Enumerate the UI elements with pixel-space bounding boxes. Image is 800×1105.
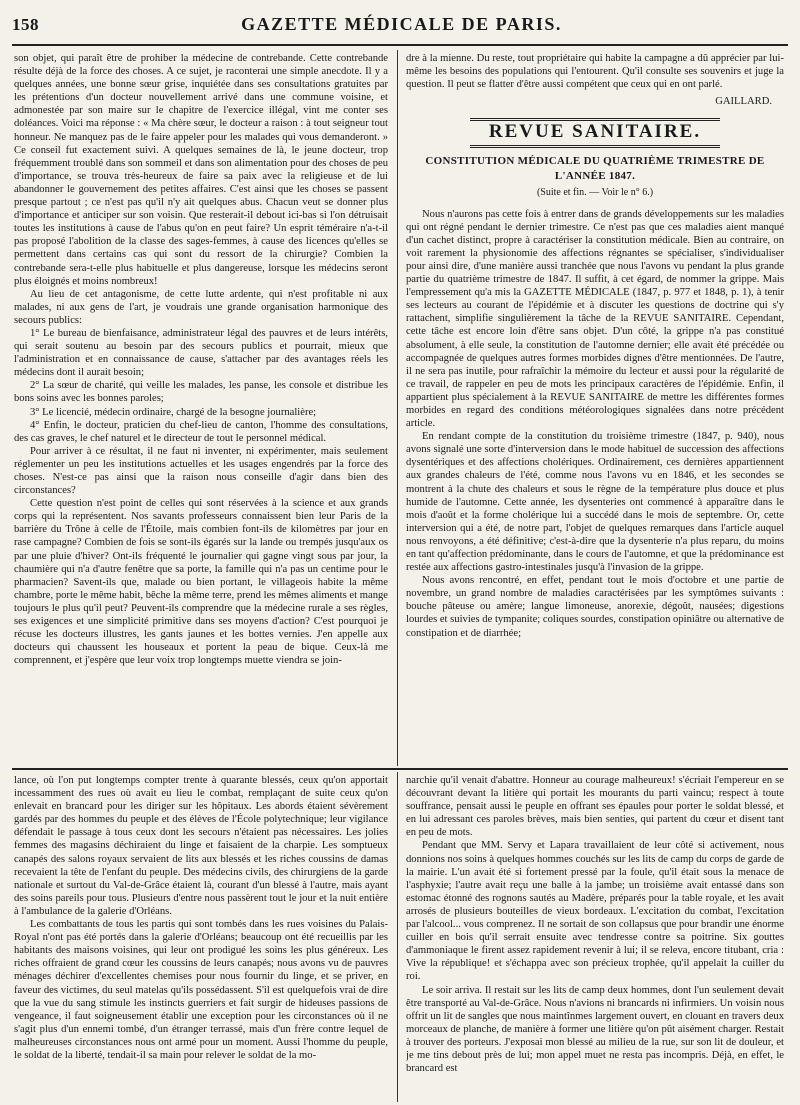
list-item: 2° La sœur de charité, qui veille les malades, les panse, les console et distribue les bons soins avec les bonnes paroles; — [14, 380, 388, 405]
paragraph: Les combattants de tous les partis qui sont tombés dans les rues voisines du Palais-Royal n'ont pas été portés dans la galerie d'Orléans; beaucoup ont été recueillis par les habitants des maisons voisines, qui leur ont prodigué les soins les plus généreux. Les riches offraient de grand cœur les coussins de leurs canapés; nous avons vu de pauvres ménages déchirer d'excellentes chemises pour nous fournir du linge, et se priver, en faveur des victimes, du seul matelas qu'ils possédassent. S'il est quelquefois vrai de dire que la vue du sang stimule les instincts guerriers et fait surgir de hideuses passions de vengeance, il faut soigneusement établir une exception pour les circonstances où il ne s'agit plus d'un ennemi tombé, d'un étranger terrassé, mais d'un frère contre lequel de malheureuses circonstances nous ont armé pour un moment. Aussi l'homme du peuple, le soldat de la liberté, tendait-il sa main pour relever le soldat de la mo- — [14, 919, 388, 1061]
paragraph: Pour arriver à ce résultat, il ne faut ni inventer, ni expérimenter, mais seulement réglementer un peu les institutions actuelles et les usages engendrés par la force des choses. N'est-ce pas ainsi que la raison nous conseille d'agir dans bien des circonstances? — [14, 445, 388, 497]
journal-title: GAZETTE MÉDICALE DE PARIS. — [241, 14, 562, 34]
list-item: 1° Le bureau de bienfaisance, administrateur légal des pauvres et de leurs intérêts, qui serait soutenu au besoin par des secours publics et pourrait, mieux que l'administration et en connaissance de cause, s'attacher par des avantages réels les médecins dont il aurait besoin; — [14, 327, 388, 379]
section-title: REVUE SANITAIRE. — [488, 121, 702, 143]
page-header — [12, 14, 788, 40]
paragraph: Au lieu de cet antagonisme, de cette lutte ardente, qui n'est profitable ni aux malades, ni aux gens de l'art, je voudrais une grande organisation harmonique des secours publics: — [14, 288, 388, 326]
list-item: 4° Enfin, le docteur, praticien du chef-lieu de canton, l'homme des consultations, des cas graves, le chef naturel et le directeur de tout le personnel médical. — [14, 419, 388, 444]
column-divider-top — [397, 50, 398, 766]
paragraph: son objet, qui paraît être de prohiber la médecine de contrebande. Cette contrebande résulte déjà de la force des choses. A ce sujet, je raconterai une simple anecdote. Il y a quelques années, une bonne sœur grise, inquiétée dans ses consultations gratuites par les prétentions d'un docteur nouvellement arrivé dans une commune voisine, et admonestée par son maire sur le chapitre de l'exercice illégal, vint me conter ses doléances. Voici ma réponse : « Ma chère sœur, le docteur a raison : à tout seigneur tout honneur. Ne manquez pas de le faire appeler pour les malades qui vous demanderont. » Ce conseil fut exactement suivi. A quelques semaines de là, le jeune docteur, trop fréquemment troublé dans son sommeil et dans son alimentation pour des choses de peu d'importance, se trouva très-heureux de faire sa paix avec la religieuse et de lui abandonner le gouvernement des petites affaires. C'est ainsi que les choses se passent presque partout ; ce n'est pas qu'il n'y ait quelques abus. Chacun veut se donner plus d'importance et anticiper sur son voisin. Que resterait-il debout ici-bas si l'on détruisait toutes les institutions à cause de l'abus qu'on en peut faire? Un esprit téméraire n'a-t-il pas proposé l'abolition de la classe des sages-femmes, à cause des licences qu'elles se permettent dans certains cas qui sont du ressort de la chirurgie? Combien la contrebande sera-t-elle plus habituelle et plus dangereuse, lorsque les médecins seront plus éloignés et moins nombreux! — [14, 53, 388, 287]
paragraph: narchie qu'il venait d'abattre. Honneur au courage malheureux! s'écriait l'empereur en se découvrant devant la litière qui portait les mourants du parti vaincu; respect à toute souffrance, pensait aussi le peuple en offrant ses épaules pour porter le soldat blessé, et en lui adressant ces paroles brèves, mais bien senties, qui partent du cœur et disent tant en peu de mots. — [406, 775, 784, 839]
page-number: 158 — [12, 15, 39, 34]
column-bottom-left — [14, 774, 388, 1100]
column-top-right — [406, 52, 784, 764]
paragraph: Cette question n'est point de celles qui sont réservées à la science et aux grands corps qui la représentent. Nos savants professeurs connaissent bien leur Paris de la barrière du Trône à celle de l'Étoile, mais combien font-ils de kilomètres par jour en rase campagne? Combien de fois se sont-ils égarés sur la lande ou trempés jusqu'aux os par une pluie d'hiver? Ont-ils fréquenté le journalier qui gagne vingt sous par jour, la chaumière qui n'a d'autre fenêtre que sa porte, la famille qui n'a pas un centime pour le pharmacien? Savent-ils que, malade ou bien portant, le villageois habite la même chambre, porte le même habit, bêche la même terre, prend les mêmes aliments et mange toujours le plus qu'il peut? Peuvent-ils comprendre que la médecine rurale a ses règles, ses exigences et une simplicité primitive dans ses moyens d'action? C'est pourquoi je récuse les docteurs illustres, les gants jaunes et les bottes vernies. J'en appelle aux docteurs qui chaussent les houseaux et portent la peau de bique. Ceux-là me comprennent, et j'espère que leur voix trop longtemps muette viendra se join- — [14, 498, 388, 667]
paragraph: dre à la mienne. Du reste, tout propriétaire qui habite la campagne a dû apprécier par lui-même les besoins des populations qui l'entourent. Qu'il consulte ses souvenirs et juge la question. Il peut se flatter d'être aussi compétent que ceux qui en ont parlé. — [406, 53, 784, 91]
list-item: 3° Le licencié, médecin ordinaire, chargé de la besogne journalière; — [30, 406, 317, 418]
paragraph: Nous avons rencontré, en effet, pendant tout le mois d'octobre et une partie de novembre, un grand nombre de maladies caractérisées par les symptômes suivants : bouche pâteuse ou amère; langue limoneuse, anorexie, dégoût, nausées; digestions lourdes et suivies de tympanite; coliques sourdes, constipation opiniâtre ou alternative de constipation et de diarrhée; — [406, 575, 784, 639]
section-title-box — [470, 118, 720, 148]
column-top-left — [14, 52, 388, 764]
feuilleton-rule — [12, 768, 788, 770]
header-rule — [12, 44, 788, 46]
paragraph: Le soir arriva. Il restait sur les lits de camp deux hommes, dont l'un seulement devait être transporté au Val-de-Grâce. Nous n'avions ni brancards ni infirmiers. Un voisin nous offrit un lit de sangles que nous maintînmes largement ouvert, en clouant en travers deux morceaux de planche, de manière à former une litière qu'on pût aisément charger. Restait à trouver des porteurs. J'exposai mon blessé au milieu de la rue, sur son lit de douleur, et je me tins debout près de lui; mon appel muet ne resta pas incompris. Déjà, en effet, le brancard est — [406, 984, 784, 1075]
column-bottom-right — [406, 774, 784, 1100]
section-subtitle: CONSTITUTION MÉDICALE DU QUATRIÈME TRIMESTRE DE L'ANNÉE 1847. — [425, 155, 765, 183]
paragraph: lance, où l'on put longtemps compter trente à quarante blessés, ceux qu'on apportait incessamment des rues où avait eu lieu le combat, remplaçant de suite ceux qu'on enlevait en brancard pour les diriger sur les hôpitaux. Les abords étaient sévèrement gardés par des hommes du peuple et des élèves de l'École polytechnique; leur vigilance défendait le passage à tous ceux dont les secours n'étaient pas nécessaires. Les jolies femmes des magasins déchiraient du linge et faisaient de la charpie. Les somptueux canapés des salons royaux servaient de lits aux blessés et les riches coussins de damas recevaient la tête de l'enfant du peuple. Des médecins civils, des chirurgiens de la garde nationale et surtout du Val-de-Grâce étaient là, courant d'un blessé à l'autre, mais ayant des soins pareils pour tous. Plusieurs d'entre nous passèrent tout le jour et la nuit entière à l'ambulance de la galerie d'Orléans. — [14, 775, 388, 917]
paragraph: En rendant compte de la constitution du troisième trimestre (1847, p. 940), nous avons signalé une sorte d'interversion dans le mode habituel de succession des affections dysentériques et des affections cholériques. Ordinairement, ces dernières appartiennent aux grandes chaleurs de l'été, comme nous l'avons vu en 1846, et les secondes se montrent à la chute des chaleurs et sous le règne de la température plus douce et plus humide de l'automne. Cette année, les dysenteries ont commencé à apparaître dans le mois d'août et la forme cholérique lui a succédé dans le mois de septembre. Or, cette interversion qui a été, de notre part, l'objet de quelques remarques dans l'article auquel nous renvoyons, a été définitive; c'est-à-dire que la dysenterie n'a plus reparu, du moins en tant qu'affection prédominante, dans le cours de l'automne, et que la prédominance est restée aux affections gastro-intestinales jusqu'à l'invasion de la grippe. — [406, 431, 784, 574]
author-signature: GAILLARD. — [715, 96, 772, 108]
column-divider-bottom — [397, 772, 398, 1102]
section-note: (Suite et fin. — Voir le n° 6.) — [536, 187, 654, 199]
paragraph: Pendant que MM. Servy et Lapara travaillaient de leur côté si activement, nous donnions nos soins à quelques hommes couchés sur les lits de camp du corps de garde de la mairie. L'un avait été si fortement pressé par la foule, qu'il était sous la menace de l'asphyxie; l'autre avait reçu une balle à la jambe; un troisième avait entassé dans son estomac étonné des rognons sautés au Madère, préparés pour la table royale, et les avait arrosés de plusieurs bouteilles de vieux bordeaux. L'excitation du combat, l'excitation par l'alcool... vous comprenez. Il ne sortait de son collapsus que pour brandir une énorme cuiller en bois qu'il serrait ensuite avec tendresse contre sa poitrine. Six gouttes d'ammoniaque le firent assez rapidement revenir à lui; il se releva, encore titubant, cria : Vive la république! et s'échappa avec son précieux trophée, qu'il appelait la cuiller du roi. — [406, 840, 784, 983]
paragraph: Nous n'aurons pas cette fois à entrer dans de grands développements sur les maladies qui ont régné pendant le dernier trimestre. Ce n'est pas que ces maladies aient manqué d'un cachet distinct, propre à caractériser la constitution médicale. Bien au contraire, on voit rarement la physionomie des affections régnantes se spécialiser, s'individualiser pour ainsi dire, d'une manière aussi tranchée que nous l'avons vu pendant la plus grande partie du quatrième trimestre de 1847. Il suffit, à cet égard, de nommer la grippe. Mais l'empressement qu'a mis la GAZETTE MÉDICALE (1847, p. 977 et 1848, p. 1), à tenir ses lecteurs au courant de l'épidémie et à discuter les questions de doctrine qui s'y rattachent, simplifie singulièrement la tâche de la REVUE SANITAIRE. Cependant, cette tâche est encore loin d'être sans objet. D'un côté, la grippe n'a pas constitué absolument, à elle seule, la constitution de l'automne dernier; elle avait été précédée ou accompagnée de quelques autres formes morbides dignes d'être mentionnées. De l'autre, il ne sera pas inutile, pour rafraîchir la mémoire du lecteur et aussi pour la régularité de ce travail, de rappeler en peu de mots les principaux caractères de l'épidémie. Enfin, il appartient plus spécialement à la REVUE SANITAIRE de mettre les différentes formes morbides en regard des conditions météorologiques signalées dans notre précédent article. — [406, 208, 784, 430]
